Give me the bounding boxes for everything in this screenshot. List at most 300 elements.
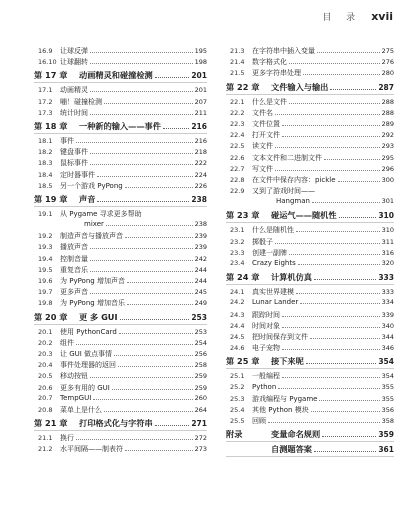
section-number: 19.3 [38, 243, 53, 252]
page-number: 198 [194, 58, 207, 67]
page-number: 288 [381, 108, 394, 117]
leader-dots [90, 109, 193, 115]
page-number: 273 [194, 445, 207, 454]
section-title: 鼠标事件 [60, 159, 88, 168]
leader-dots [90, 47, 193, 53]
section-title: Crazy Eights [252, 259, 296, 267]
section-title: 写文件 [252, 164, 273, 173]
page-number: 216 [194, 136, 207, 145]
toc-section-row [34, 170, 207, 181]
section-number: 21.1 [38, 434, 53, 443]
page-number: 333 [381, 288, 394, 297]
section-number: 23.4 [230, 259, 245, 267]
section-number: 16.10 [38, 58, 57, 67]
chapter-title: 打印格式化与字符串 [79, 418, 153, 429]
leader-dots [112, 384, 193, 390]
page-number: 224 [194, 170, 207, 179]
toc-section-row [34, 298, 207, 309]
leader-dots [125, 232, 193, 238]
leader-dots [90, 255, 193, 261]
section-number: 20.2 [38, 338, 53, 347]
leader-dots [120, 313, 190, 320]
chapter-title: 声音 [79, 193, 96, 204]
section-number: 19.4 [38, 254, 53, 263]
section-title: 嘣！碰撞检测 [60, 97, 102, 106]
toc-section-row [34, 349, 207, 360]
section-title: 更多字符串处理 [252, 69, 301, 78]
leader-dots [125, 182, 193, 188]
page-number: xvii [371, 10, 393, 23]
leader-dots [303, 69, 380, 75]
page-header [322, 10, 393, 24]
leader-dots [268, 417, 380, 423]
section-title: 使用 PythonCard [60, 327, 117, 336]
chapter-number: 附录 [226, 429, 243, 440]
leader-dots [155, 71, 190, 78]
toc-section-row [34, 147, 207, 158]
section-title: 菜单上是什么 [60, 405, 102, 414]
leader-dots [338, 176, 380, 182]
section-number: 19.6 [38, 277, 53, 285]
page-number: 355 [381, 382, 394, 391]
section-number: 20.3 [38, 349, 53, 358]
page-number: 354 [378, 357, 394, 367]
section-title: 换行 [60, 434, 74, 443]
page-number: 320 [381, 259, 394, 267]
chapter-title: 文件输入与输出 [271, 81, 329, 92]
section-number: 21.5 [230, 69, 245, 78]
leader-dots [104, 98, 193, 104]
toc-section-row [34, 265, 207, 276]
section-title: 把时间保存到文件 [252, 332, 308, 341]
toc-section-row [34, 136, 207, 147]
page-number: 238 [191, 194, 207, 204]
leader-dots [90, 266, 193, 272]
section-title: 真实世界建模 [252, 288, 294, 297]
section-title: 又到了游戏时间—— [252, 187, 315, 196]
section-number: 19.8 [38, 299, 53, 308]
chapter-number: 第 20 章 [34, 311, 68, 322]
section-title: 电子宠物 [252, 344, 280, 353]
page-number: 239 [194, 232, 207, 241]
toc-chapter-row [34, 70, 207, 83]
leader-dots [97, 195, 189, 202]
toc-left-column [34, 46, 207, 455]
toc-section-row [34, 276, 207, 287]
toc-section-row [34, 405, 207, 416]
toc-section-row [34, 220, 207, 231]
chapter-number: 第 18 章 [34, 120, 68, 131]
chapter-title: 接下来呢 [271, 356, 304, 367]
section-title: 让 GUI 做点事情 [60, 349, 113, 358]
section-number: 21.3 [230, 47, 245, 55]
leader-dots [282, 372, 380, 378]
toc-section-row [226, 394, 394, 405]
toc-section-row [34, 57, 207, 68]
section-number: 18.1 [38, 136, 53, 145]
section-number: 22.9 [230, 187, 245, 196]
section-number: 22.3 [230, 119, 245, 128]
leader-dots [76, 137, 193, 143]
section-number: 24.2 [230, 298, 245, 307]
page-number: 334 [381, 298, 394, 307]
section-number: 21.2 [38, 445, 53, 454]
section-number: 22.7 [230, 164, 245, 173]
toc-section-row [226, 68, 394, 79]
toc-section-row [34, 338, 207, 349]
page-number: 293 [381, 142, 394, 151]
leader-dots [289, 98, 380, 104]
leader-dots [314, 445, 376, 452]
page-number: 272 [194, 434, 207, 443]
section-title: 另一个游戏 PyPong [60, 181, 123, 190]
section-title: 跟踪时间 [252, 310, 280, 319]
toc-section-row [226, 153, 394, 164]
toc-section-row [226, 248, 394, 259]
section-number: 18.2 [38, 148, 53, 157]
page-number: 226 [194, 181, 207, 190]
page-number: 201 [191, 71, 207, 81]
leader-dots [278, 383, 379, 389]
leader-dots [119, 328, 193, 334]
leader-dots [93, 394, 192, 400]
leader-dots [317, 47, 380, 53]
leader-dots [282, 311, 380, 317]
toc-section-row [226, 405, 394, 416]
toc-section-row [34, 85, 207, 96]
page-number: 242 [194, 254, 207, 263]
leader-dots [296, 288, 380, 294]
toc-section-row [226, 225, 394, 236]
section-title: 文件位置 [252, 119, 280, 128]
toc-section-row [34, 444, 207, 455]
toc-section-row [226, 298, 394, 309]
leader-dots [90, 58, 193, 64]
section-number: 22.5 [230, 142, 245, 151]
leader-dots [104, 406, 193, 412]
toc-section-row [34, 433, 207, 444]
page-number: 238 [194, 220, 207, 229]
toc-chapter-row [34, 418, 207, 431]
section-number: 17.3 [38, 108, 53, 117]
section-number: 19.7 [38, 288, 53, 297]
section-number: 22.2 [230, 108, 245, 117]
toc-section-row [34, 254, 207, 265]
leader-dots [163, 122, 189, 129]
section-number: 20.4 [38, 361, 53, 370]
toc-section-row [226, 175, 394, 186]
toc-section-row [226, 164, 394, 175]
chapter-number: 第 24 章 [226, 272, 260, 283]
leader-dots [312, 197, 380, 203]
section-number: 19.1 [38, 209, 53, 218]
page-number: 340 [381, 321, 394, 330]
section-title: 定时器事件 [60, 170, 95, 179]
toc-section-row [226, 383, 394, 394]
page-number: 354 [381, 372, 394, 381]
leader-dots [289, 249, 380, 255]
section-number: 17.2 [38, 97, 53, 106]
leader-dots [90, 372, 193, 378]
page-number: 244 [194, 277, 207, 285]
leader-dots [90, 159, 193, 165]
page-number: 222 [194, 159, 207, 168]
section-title: 文件名 [252, 108, 273, 117]
toc-section-row [34, 394, 207, 405]
chapter-number: 第 23 章 [226, 210, 260, 221]
section-number: 18.5 [38, 181, 53, 190]
page-number: 239 [194, 243, 207, 252]
chapter-number: 第 22 章 [226, 81, 260, 92]
page-number: 296 [381, 164, 394, 173]
toc-chapter-row [226, 356, 394, 369]
page-number: 358 [381, 417, 394, 426]
leader-dots [289, 58, 380, 64]
leader-dots [127, 299, 193, 305]
leader-dots [97, 171, 193, 177]
section-title: 事件处理器的返回 [60, 361, 116, 370]
section-title: 为 PyPong 增加声音 [60, 277, 125, 285]
page-number: 280 [381, 69, 394, 78]
section-title: 重复音乐 [60, 265, 88, 274]
section-number: 22.6 [230, 153, 245, 162]
section-title: Hangman [276, 197, 310, 206]
section-title: 制造声音与播放声音 [60, 232, 123, 241]
section-number: 22.1 [230, 97, 245, 106]
toc-section-row [34, 108, 207, 119]
toc-chapter-row [34, 194, 207, 207]
page-number: 339 [381, 310, 394, 319]
section-number: 23.3 [230, 248, 245, 257]
section-title: 在字符串中插入变量 [252, 47, 315, 55]
toc-section-row [34, 287, 207, 298]
page-number: 356 [381, 405, 394, 414]
page-number: 287 [378, 82, 394, 92]
section-number: 22.4 [230, 131, 245, 140]
page-number: 218 [194, 148, 207, 157]
section-number: 17.1 [38, 86, 53, 95]
section-title: Python [252, 382, 277, 391]
section-title: 水平间隔——制表符 [60, 445, 123, 454]
leader-dots [114, 350, 193, 356]
page-number: 216 [191, 121, 207, 131]
header-label: 目 录 [322, 13, 362, 23]
toc-chapter-row [34, 312, 207, 325]
page-number: 316 [381, 248, 394, 257]
section-title: 统计时间 [60, 108, 88, 117]
leader-dots [311, 406, 380, 412]
toc-chapter-row [226, 429, 394, 442]
toc-section-row [226, 371, 394, 382]
leader-dots [339, 211, 377, 218]
section-title: 读文件 [252, 142, 273, 151]
chapter-title: 计算机仿真 [271, 272, 312, 283]
chapter-title: 动画精灵和碰撞检测 [79, 70, 153, 81]
section-title: 其他 Python 模块 [252, 405, 309, 414]
page-number: 344 [381, 332, 394, 341]
page-number: 333 [378, 273, 394, 283]
page-number: 355 [381, 394, 394, 403]
page-number: 301 [381, 197, 394, 206]
section-number: 19.2 [38, 232, 53, 241]
page-number: 253 [194, 327, 207, 336]
leader-dots [306, 357, 377, 364]
leader-dots [106, 220, 193, 226]
section-title: 让球反弹 [60, 47, 88, 55]
page-number: 310 [381, 226, 394, 235]
toc-section-row [226, 46, 394, 57]
page-number: 310 [378, 211, 394, 221]
section-number: 20.7 [38, 393, 53, 402]
page-number: 249 [194, 299, 207, 308]
page-number: 211 [194, 108, 207, 117]
section-title: 在文件中保存内容：pickle [252, 175, 336, 184]
leader-dots [282, 120, 380, 126]
leader-dots [282, 322, 380, 328]
toc-section-row [226, 130, 394, 141]
section-title: 动画精灵 [60, 86, 88, 95]
toc-section-row [226, 57, 394, 68]
toc-chapter-row [226, 444, 394, 457]
toc-section-row [34, 181, 207, 192]
leader-dots [322, 430, 376, 437]
page-number: 275 [381, 47, 394, 55]
page-number: 292 [381, 131, 394, 140]
section-title: 控制音量 [60, 254, 88, 263]
toc-section-row [34, 158, 207, 169]
leader-dots [298, 259, 380, 265]
section-title: 事件 [60, 136, 74, 145]
toc-section-row [34, 97, 207, 108]
section-title: 什么是文件 [252, 97, 287, 106]
page-number: 245 [194, 288, 207, 297]
chapter-title: 碰运气——随机性 [271, 210, 337, 221]
leader-dots [125, 445, 193, 451]
section-title: 什么是随机性 [252, 226, 294, 235]
leader-dots [90, 86, 193, 92]
chapter-number: 第 25 章 [226, 356, 260, 367]
toc-section-row [34, 242, 207, 253]
leader-dots [330, 83, 376, 90]
leader-dots [275, 109, 380, 115]
leader-dots [90, 243, 193, 249]
page-number: 260 [194, 393, 207, 402]
section-title: Lunar Lander [252, 298, 299, 307]
toc-section-row [226, 186, 394, 197]
section-title: 掷骰子 [252, 237, 273, 246]
leader-dots [127, 277, 193, 283]
toc-section-row [34, 209, 207, 220]
page-number: 300 [381, 175, 394, 184]
leader-dots [310, 333, 380, 339]
section-number: 20.8 [38, 405, 53, 414]
page-number: 259 [194, 372, 207, 381]
page-number: 195 [194, 47, 207, 55]
page-number: 311 [381, 237, 394, 246]
section-title: 更多声音 [60, 288, 88, 297]
section-title: 数字格式化 [252, 58, 287, 67]
section-number: 20.1 [38, 327, 53, 336]
section-title: TempGUI [60, 393, 92, 402]
leader-dots [300, 298, 379, 304]
toc-section-row [226, 119, 394, 130]
toc-section-row [226, 237, 394, 248]
leader-dots [296, 226, 380, 232]
section-number: 20.6 [38, 383, 53, 392]
chapter-number: 第 17 章 [34, 70, 68, 81]
section-number: 25.4 [230, 405, 245, 414]
leader-dots [90, 148, 193, 154]
toc-chapter-row [34, 121, 207, 134]
toc-section-row [34, 360, 207, 371]
section-number: 24.1 [230, 288, 245, 297]
toc-section-row [226, 259, 394, 270]
section-number: 25.1 [230, 372, 245, 381]
section-title: mixer [84, 220, 104, 229]
page-number: 276 [381, 58, 394, 67]
toc-section-row [226, 97, 394, 108]
leader-dots [319, 395, 379, 401]
section-title: 键盘事件 [60, 148, 88, 157]
chapter-number: 第 19 章 [34, 193, 68, 204]
section-title: 为 PyPong 增加音乐 [60, 299, 125, 308]
page-number: 288 [381, 97, 394, 106]
page-number: 359 [378, 430, 394, 440]
section-title: 打开文件 [252, 131, 280, 140]
section-number: 24.3 [230, 310, 245, 319]
toc-section-row [226, 332, 394, 343]
page-number: 256 [194, 349, 207, 358]
toc-chapter-row [226, 82, 394, 95]
section-title: 组件 [60, 338, 74, 347]
chapter-title: 自测题答案 [271, 444, 312, 455]
leader-dots [155, 419, 190, 426]
section-title: 更多有用的 GUI [60, 383, 110, 392]
section-title: 播放声音 [60, 243, 88, 252]
page-number: 264 [194, 405, 207, 414]
leader-dots [275, 238, 380, 244]
toc-section-row [226, 108, 394, 119]
leader-dots [275, 142, 380, 148]
leader-dots [76, 339, 193, 345]
section-number: 23.1 [230, 226, 245, 235]
toc-section-row [34, 46, 207, 57]
toc-section-row [226, 141, 394, 152]
leader-dots [90, 288, 193, 294]
page-number: 201 [194, 86, 207, 95]
leader-dots [282, 344, 380, 350]
page-number: 361 [378, 445, 394, 455]
toc-section-row [34, 371, 207, 382]
toc-section-row [34, 383, 207, 394]
section-title: 让球翻转 [60, 58, 88, 67]
section-number: 20.5 [38, 372, 53, 381]
toc-right-column [226, 46, 394, 459]
chapter-title: 变量命名规则 [271, 429, 321, 440]
page-number: 244 [194, 265, 207, 274]
leader-dots [282, 131, 380, 137]
chapter-number: 第 21 章 [34, 418, 68, 429]
toc-section-row [34, 327, 207, 338]
toc-section-row [226, 321, 394, 332]
section-number: 25.2 [230, 382, 245, 391]
toc-section-row [34, 231, 207, 242]
leader-dots [324, 154, 380, 160]
section-title: 一般编程 [252, 372, 280, 381]
page-number: 207 [194, 97, 207, 106]
page-number: 258 [194, 361, 207, 370]
section-number: 23.2 [230, 237, 245, 246]
